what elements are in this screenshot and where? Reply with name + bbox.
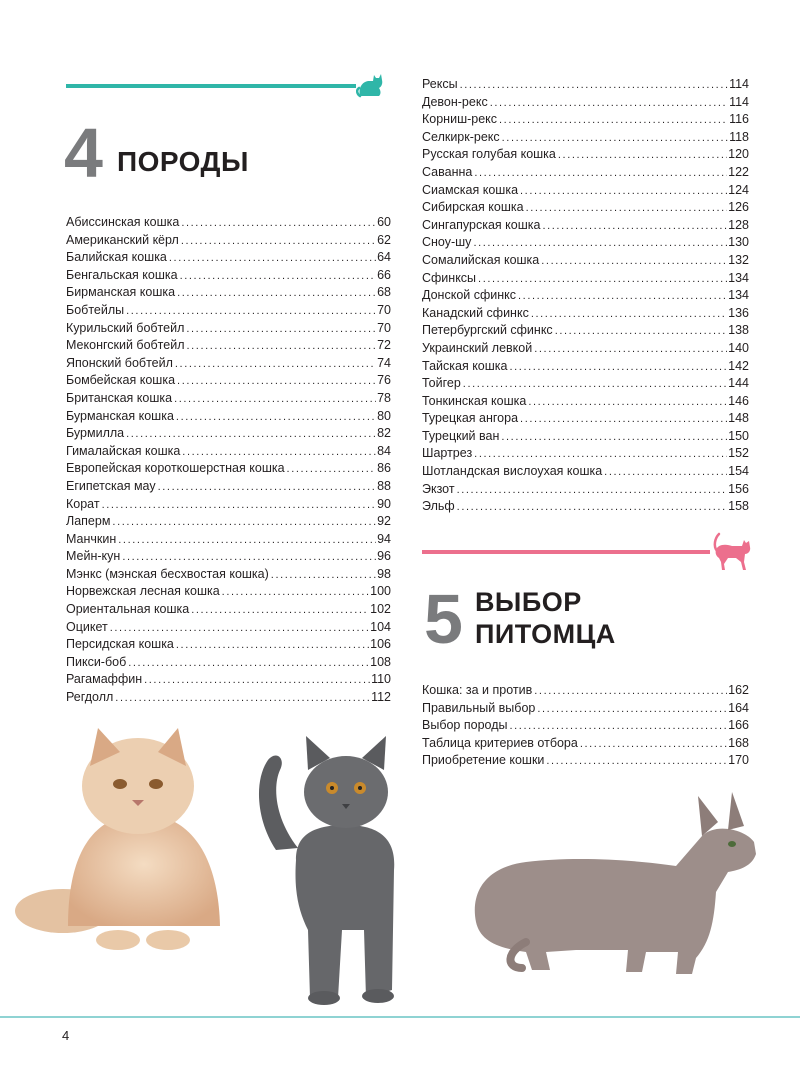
toc-entry: [66, 284, 391, 302]
toc-entry: [66, 390, 391, 408]
toc-entry-page: 140: [728, 340, 749, 355]
toc-leader-dots: [112, 514, 376, 531]
toc-entry-page: 66: [377, 267, 391, 282]
toc-entry: [422, 735, 749, 753]
toc-entry: [422, 393, 749, 411]
toc-entry: [422, 270, 749, 288]
toc-leader-dots: [534, 683, 727, 700]
toc-entry-title: Шотландская вислоухая кошка: [422, 464, 603, 479]
toc-leader-dots: [169, 250, 376, 267]
toc-entry: [66, 372, 391, 390]
toc-entry-title: Бурманская кошка: [66, 408, 174, 423]
toc-entry-title: Петербургский сфинкс: [422, 323, 553, 338]
toc-entry: [66, 214, 391, 232]
toc-entry-page: 90: [377, 496, 391, 511]
toc-entry: [422, 375, 749, 393]
toc-entry-title: Меконгский бобтейл: [66, 338, 185, 353]
toc-entry: [66, 636, 391, 654]
footer-rule: [0, 1016, 800, 1018]
toc-entry-title: Экзот: [422, 481, 455, 496]
toc-entry-title: Бурмилла: [66, 426, 125, 441]
toc-entry-title: Турецкий ван: [422, 428, 500, 443]
toc-entry: [422, 752, 749, 770]
toc-entry-title: Балийская кошка: [66, 250, 167, 265]
toc-entry-title: Приобретение кошки: [422, 753, 545, 768]
toc-entry-title: Саванна: [422, 164, 473, 179]
toc-entry-title: Курильский бобтейл: [66, 320, 185, 335]
toc-entry: [422, 146, 749, 164]
toc-entry-page: 98: [377, 566, 391, 581]
toc-leader-dots: [555, 323, 727, 340]
toc-entry-page: 150: [728, 428, 749, 443]
toc-entry: [66, 267, 391, 285]
toc-entry: [66, 337, 391, 355]
toc-entry: [66, 425, 391, 443]
toc-leader-dots: [176, 409, 376, 426]
toc-entry-page: 120: [728, 147, 749, 162]
toc-leader-dots: [580, 736, 727, 753]
toc-entry-page: 110: [371, 672, 391, 687]
toc-leader-dots: [182, 444, 376, 461]
toc-entry-title: Бобтейлы: [66, 302, 125, 317]
chapter4-toc: [66, 214, 391, 707]
sitting-cat-icon: [356, 70, 388, 98]
toc-leader-dots: [457, 482, 728, 499]
toc-entry-page: 158: [728, 499, 749, 514]
toc-leader-dots: [474, 165, 727, 182]
toc-entry-title: Выбор породы: [422, 718, 508, 733]
toc-leader-dots: [175, 356, 376, 373]
toc-entry-page: 134: [728, 288, 749, 303]
toc-entry-page: 128: [728, 217, 749, 232]
toc-leader-dots: [177, 373, 376, 390]
toc-entry-title: Украинский левкой: [422, 340, 533, 355]
toc-entry-page: 126: [728, 200, 749, 215]
toc-entry-title: Ориентальная кошка: [66, 602, 190, 617]
toc-leader-dots: [126, 303, 376, 320]
toc-leader-dots: [528, 394, 727, 411]
toc-entry-title: Мейн-кун: [66, 549, 121, 564]
toc-entry: [422, 322, 749, 340]
toc-leader-dots: [110, 620, 369, 637]
toc-entry-title: Канадский сфинкс: [422, 305, 529, 320]
toc-entry: [422, 129, 749, 147]
toc-entry: [422, 481, 749, 499]
toc-entry-title: Сноу-шу: [422, 235, 472, 250]
toc-entry: [422, 234, 749, 252]
chapter5-title-line2: ПИТОМЦА: [474, 619, 616, 649]
toc-leader-dots: [158, 479, 376, 496]
toc-leader-dots: [174, 391, 376, 408]
toc-entry: [66, 408, 391, 426]
toc-entry-page: 124: [728, 182, 749, 197]
toc-leader-dots: [478, 271, 727, 288]
toc-leader-dots: [460, 77, 728, 94]
toc-leader-dots: [287, 461, 377, 478]
toc-entry-title: Норвежская лесная кошка: [66, 584, 220, 599]
toc-entry-title: Турецкая ангора: [422, 411, 519, 426]
toc-entry-page: 168: [728, 735, 749, 750]
toc-entry-title: Тонкинская кошка: [422, 393, 527, 408]
toc-entry-title: Донской сфинкс: [422, 288, 517, 303]
toc-entry: [66, 671, 391, 689]
toc-entry-title: Корниш-рекс: [422, 112, 498, 127]
chapter4-heading: [64, 114, 249, 192]
toc-entry: [422, 111, 749, 129]
toc-entry-page: 104: [370, 619, 391, 634]
toc-leader-dots: [102, 497, 377, 514]
toc-leader-dots: [180, 268, 377, 285]
toc-entry: [66, 566, 391, 584]
toc-entry: [422, 305, 749, 323]
toc-entry-title: Тойгер: [422, 376, 461, 391]
toc-leader-dots: [126, 426, 376, 443]
toc-entry: [422, 358, 749, 376]
toc-entry: [422, 428, 749, 446]
toc-entry-title: Таблица критериев отбора: [422, 735, 578, 750]
toc-entry-title: Сомалийская кошка: [422, 252, 540, 267]
toc-leader-dots: [177, 285, 376, 302]
toc-entry-page: 152: [728, 446, 749, 461]
toc-entry: [66, 619, 391, 637]
toc-leader-dots: [186, 321, 376, 338]
toc-entry: [66, 496, 391, 514]
toc-entry-page: 154: [728, 464, 749, 479]
toc-entry-page: 144: [728, 376, 749, 391]
toc-entry: [422, 682, 749, 700]
toc-leader-dots: [118, 532, 376, 549]
toc-entry: [66, 355, 391, 373]
toc-entry-title: Рагамаффин: [66, 672, 143, 687]
toc-entry-page: 72: [377, 338, 391, 353]
toc-entry: [66, 654, 391, 672]
toc-entry: [66, 302, 391, 320]
toc-entry-title: Лаперм: [66, 514, 111, 529]
toc-entry: [422, 463, 749, 481]
toc-entry-title: Сиамская кошка: [422, 182, 519, 197]
toc-entry-page: 116: [729, 112, 749, 127]
toc-entry: [422, 700, 749, 718]
toc-entry-page: 114: [729, 77, 749, 91]
toc-entry-title: Пикси-боб: [66, 654, 127, 669]
toc-entry-title: Русская голубая кошка: [422, 147, 556, 162]
toc-entry-page: 118: [729, 129, 749, 144]
toc-leader-dots: [546, 753, 727, 770]
toc-leader-dots: [222, 584, 369, 601]
toc-entry: [66, 320, 391, 338]
chapter4-number: 4: [64, 114, 103, 192]
chapter5-rule: [422, 550, 710, 554]
toc-leader-dots: [144, 672, 370, 689]
chapter5-toc: [422, 682, 749, 770]
toc-leader-dots: [181, 233, 376, 250]
toc-entry-title: Американский кёрл: [66, 232, 179, 247]
toc-entry-page: 68: [377, 285, 391, 300]
toc-entry-title: Регдолл: [66, 690, 114, 705]
toc-entry-title: Рексы: [422, 77, 458, 91]
toc-entry-title: Бенгальская кошка: [66, 267, 178, 282]
toc-leader-dots: [176, 637, 369, 654]
toc-entry: [422, 340, 749, 358]
toc-entry-page: 142: [728, 358, 749, 373]
toc-leader-dots: [499, 112, 728, 129]
toc-entry-page: 100: [370, 584, 391, 599]
toc-leader-dots: [531, 306, 727, 323]
toc-leader-dots: [473, 235, 727, 252]
toc-entry-title: Сингапурская кошка: [422, 217, 541, 232]
toc-entry-page: 102: [370, 602, 391, 617]
toc-entry-page: 70: [377, 320, 391, 335]
toc-entry-page: 94: [377, 531, 391, 546]
toc-leader-dots: [541, 253, 727, 270]
toc-entry-title: Гималайская кошка: [66, 443, 181, 458]
toc-entry-page: 92: [377, 514, 391, 529]
chapter4-toc-continued: [422, 76, 749, 516]
toc-entry-title: Кошка: за и против: [422, 683, 533, 697]
toc-entry: [66, 548, 391, 566]
toc-entry-page: 130: [728, 235, 749, 250]
toc-leader-dots: [501, 429, 727, 446]
toc-leader-dots: [520, 183, 727, 200]
toc-leader-dots: [502, 130, 728, 147]
british-shorthair-photo: [246, 730, 406, 1010]
chapter4-rule: [66, 84, 356, 88]
toc-entry: [422, 252, 749, 270]
toc-entry: [66, 531, 391, 549]
toc-entry-page: 88: [377, 478, 391, 493]
toc-entry: [422, 76, 749, 94]
toc-entry-page: 106: [370, 637, 391, 652]
toc-entry-title: Абиссинская кошка: [66, 215, 180, 229]
toc-entry-page: 60: [377, 215, 391, 229]
toc-entry-title: Оцикет: [66, 619, 108, 634]
toc-leader-dots: [510, 718, 728, 735]
toc-entry: [422, 164, 749, 182]
toc-leader-dots: [490, 95, 728, 112]
toc-entry-title: Сибирская кошка: [422, 200, 524, 215]
toc-leader-dots: [542, 218, 727, 235]
toc-entry-page: 148: [728, 411, 749, 426]
toc-entry-page: 114: [729, 94, 749, 109]
toc-entry-page: 82: [377, 426, 391, 441]
toc-entry-title: Селкирк-рекс: [422, 129, 500, 144]
toc-entry-title: Шартрез: [422, 446, 473, 461]
toc-leader-dots: [115, 690, 370, 707]
toc-entry: [422, 182, 749, 200]
toc-entry: [422, 717, 749, 735]
toc-entry-page: 80: [377, 408, 391, 423]
toc-entry-page: 164: [728, 700, 749, 715]
toc-leader-dots: [463, 376, 727, 393]
toc-entry: [66, 513, 391, 531]
chapter4-title: ПОРОДЫ: [116, 146, 249, 177]
toc-entry-title: Бомбейская кошка: [66, 373, 176, 388]
toc-entry: [66, 460, 391, 478]
toc-entry-title: Британская кошка: [66, 390, 173, 405]
toc-entry-page: 112: [371, 690, 391, 705]
toc-leader-dots: [457, 499, 727, 516]
toc-leader-dots: [187, 338, 377, 355]
chapter5-number: 5: [424, 580, 463, 658]
toc-entry: [422, 410, 749, 428]
toc-entry-page: 146: [728, 393, 749, 408]
toc-entry: [422, 445, 749, 463]
toc-entry-page: 122: [728, 164, 749, 179]
toc-entry: [422, 498, 749, 516]
toc-entry: [66, 601, 391, 619]
toc-entry-title: Мэнкс (мэнская бесхвостая кошка): [66, 566, 269, 581]
toc-leader-dots: [520, 411, 727, 428]
toc-entry-page: 64: [377, 250, 391, 265]
toc-entry-page: 136: [728, 305, 749, 320]
toc-leader-dots: [271, 567, 376, 584]
toc-entry-page: 170: [728, 753, 749, 768]
toc-leader-dots: [122, 549, 376, 566]
toc-entry: [66, 689, 391, 707]
toc-entry-page: 76: [377, 373, 391, 388]
chapter5-heading: [424, 580, 616, 658]
toc-entry: [422, 287, 749, 305]
toc-entry-page: 84: [377, 443, 391, 458]
toc-entry: [422, 217, 749, 235]
toc-entry-title: Эльф: [422, 499, 455, 514]
toc-entry-title: Египетская мау: [66, 478, 156, 493]
toc-leader-dots: [526, 200, 728, 217]
toc-entry-page: 166: [728, 718, 749, 733]
toc-leader-dots: [509, 359, 727, 376]
toc-entry-page: 96: [377, 549, 391, 564]
toc-entry-title: Бирманская кошка: [66, 285, 176, 300]
toc-leader-dots: [518, 288, 727, 305]
toc-entry-page: 74: [377, 355, 391, 370]
toc-leader-dots: [558, 147, 727, 164]
toc-leader-dots: [128, 655, 369, 672]
toc-entry: [66, 478, 391, 496]
toc-leader-dots: [181, 215, 376, 232]
toc-leader-dots: [537, 701, 727, 718]
toc-entry-title: Тайская кошка: [422, 358, 508, 373]
toc-entry-page: 156: [728, 481, 749, 496]
toc-leader-dots: [604, 464, 727, 481]
toc-entry-title: Японский бобтейл: [66, 355, 173, 370]
toc-entry-page: 86: [377, 461, 391, 476]
toc-entry-title: Корат: [66, 496, 100, 511]
toc-entry: [66, 583, 391, 601]
toc-entry-title: Европейская короткошерстная кошка: [66, 461, 285, 476]
toc-entry: [66, 443, 391, 461]
toc-leader-dots: [474, 446, 727, 463]
toc-entry-page: 62: [377, 232, 391, 247]
chapter5-title-line1: ВЫБОР: [474, 587, 582, 617]
toc-leader-dots: [191, 602, 369, 619]
toc-entry-title: Манчкин: [66, 531, 117, 546]
persian-cat-photo: [8, 726, 248, 956]
toc-entry-title: Правильный выбор: [422, 700, 536, 715]
toc-entry-page: 108: [370, 654, 391, 669]
toc-entry: [66, 232, 391, 250]
walking-cat-icon: [710, 532, 754, 572]
toc-entry: [66, 249, 391, 267]
toc-leader-dots: [534, 341, 727, 358]
page-number: 4: [62, 1028, 70, 1043]
toc-entry: [422, 199, 749, 217]
toc-entry-page: 162: [728, 683, 749, 697]
toc-entry-title: Персидская кошка: [66, 637, 174, 652]
toc-entry-page: 70: [377, 302, 391, 317]
munchkin-cat-photo: [466, 782, 766, 982]
toc-entry-title: Сфинксы: [422, 270, 477, 285]
toc-entry-page: 134: [728, 270, 749, 285]
toc-entry: [422, 94, 749, 112]
toc-entry-page: 78: [377, 390, 391, 405]
toc-entry-title: Девон-рекс: [422, 94, 488, 109]
toc-entry-page: 132: [728, 252, 749, 267]
toc-entry-page: 138: [728, 323, 749, 338]
